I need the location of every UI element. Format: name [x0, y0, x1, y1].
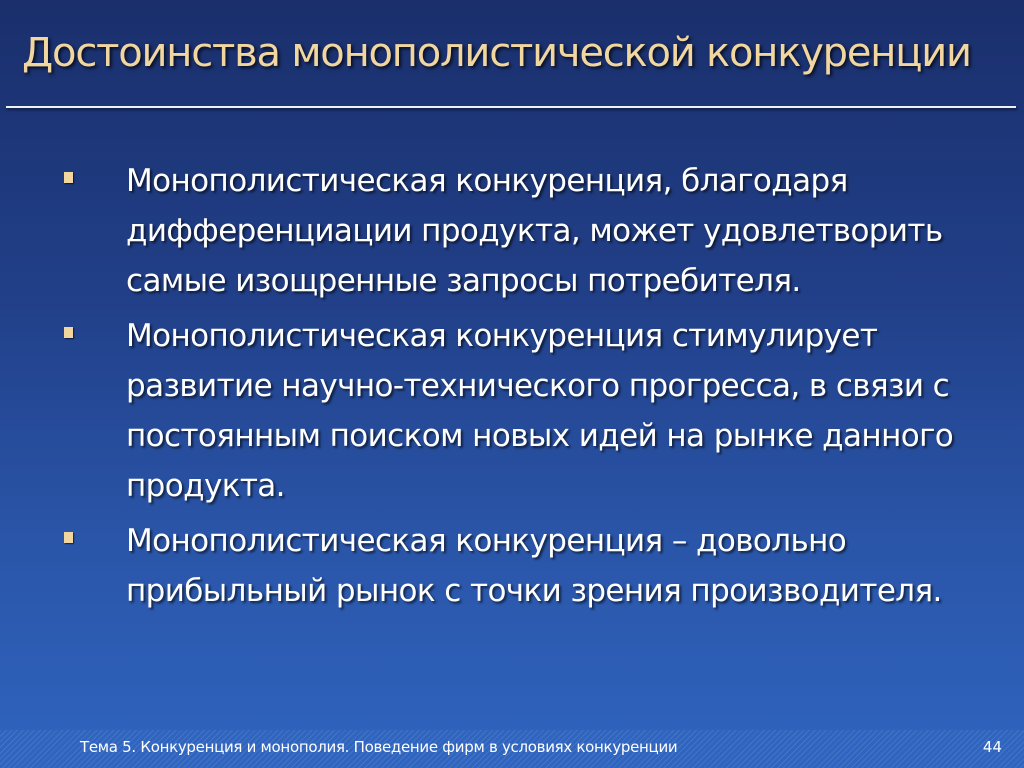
title-divider — [6, 106, 1016, 108]
bullet-item — [0, 516, 956, 616]
slide-title: Достоинства монополистической конкуренции — [22, 30, 971, 76]
bullet-item — [0, 156, 956, 306]
bullet-text: Монополистическая конкуренция стимулирует развитие научно-технического прогресса, в связи с постоянным поиском новых идей на рынке данного продукта. — [126, 318, 954, 504]
square-bullet-icon — [64, 172, 73, 183]
bullet-text: Монополистическая конкуренция – довольно прибыльный рынок с точки зрения производителя. — [126, 523, 942, 609]
square-bullet-icon — [64, 327, 73, 338]
footer-topic: Тема 5. Конкуренция и монополия. Поведение фирм в условиях конкуренции — [80, 738, 678, 756]
square-bullet-icon — [64, 532, 73, 543]
bullet-list — [0, 156, 1024, 621]
bullet-text: Монополистическая конкуренция, благодаря дифференциации продукта, может удовлетворить самые изощренные запросы потребителя. — [126, 163, 943, 299]
page-number: 44 — [982, 738, 1002, 756]
bullet-item — [0, 311, 956, 511]
